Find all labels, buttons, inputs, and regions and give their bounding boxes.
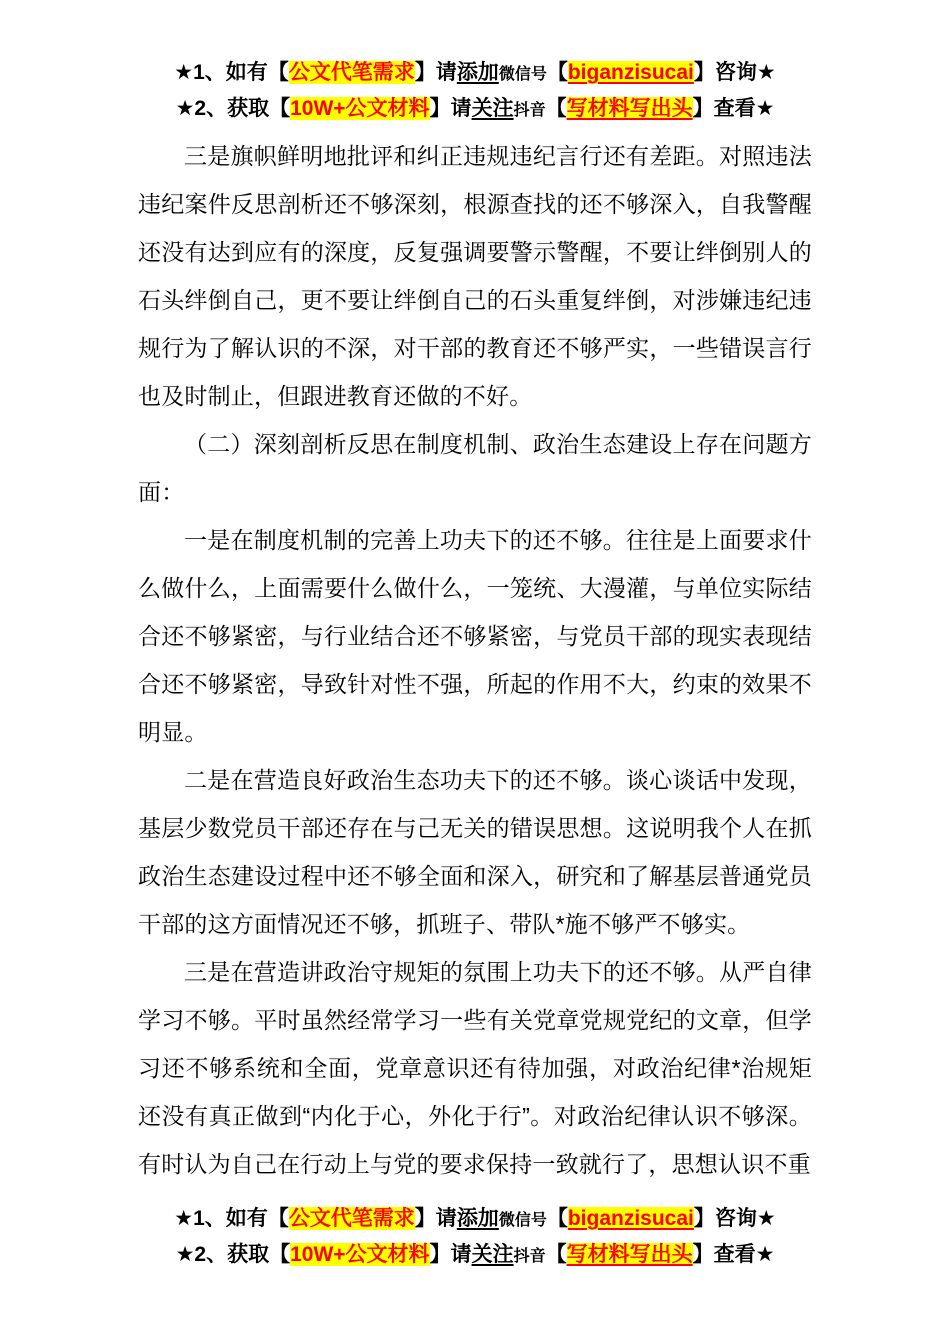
promo-underline-follow: 关注 — [471, 97, 514, 120]
promo-text: 【 — [546, 1207, 568, 1230]
header-promo — [0, 0, 950, 128]
promo-underline-add: 添加 — [456, 1207, 499, 1230]
promo-highlight-materials: 10W+公文材料 — [290, 1243, 430, 1266]
promo-text: 】查看★ — [692, 97, 775, 120]
paragraph-third-point-rules: 三是在营造讲政治守规矩的氛围上功夫下的还不够。从严自律学习不够。平时虽然经常学习一些有关党章党规党纪的文章，但学习还不够系统和全面，党章意识还有待加强，对政治纪律*治规矩还没有真正做到“内化于心，外化于行”。对政治纪律认识不够深。有时认为自己在行动上与党的要求保持一致就行了，思想认识不重 — [138, 959, 812, 1177]
promo-text: 】请 — [429, 97, 472, 120]
paragraph-first-point-system: 一是在制度机制的完善上功夫下的还不够。往往是上面要求什么做什么，上面需要什么做什么，一笼统、大漫灌，与单位实际结合还不够紧密，与行业结合还不够紧密，与党员干部的现实表现结合还不够紧密，导致针对性不强，所起的作用不大，约束的效果不明显。 — [138, 527, 812, 745]
promo-text: 】咨询★ — [693, 61, 776, 84]
promo-text: 】请 — [414, 61, 457, 84]
paragraph-third-point-discipline: 三是旗帜鲜明地批评和纠正违规违纪言行还有差距。对照违法违纪案件反思剖析还不够深刻，根源查找的还不够深入，自我警醒还没有达到应有的深度，反复强调要警示警醒，不要让绊倒别人的石头绊倒自己，更不要让绊倒自己的石头重复绊倒，对涉嫌违纪违规行为了解认识的不深，对干部的教育还不够严实，一些错误言行也及时制止，但跟进教育还做的不好。 — [138, 143, 812, 409]
promo-text: 】查看★ — [692, 1243, 775, 1266]
promo-underline-add: 添加 — [456, 61, 499, 84]
promo-text: ★2、获取【 — [175, 97, 291, 120]
promo-text: 】请 — [414, 1207, 457, 1230]
promo-text: 】请 — [429, 1243, 472, 1266]
promo-text: ★1、如有【 — [174, 61, 289, 84]
header-promo-line-1 — [0, 56, 950, 92]
paragraph-second-point-ecology: 二是在营造良好政治生态功夫下的还不够。谈心谈话中发现，基层少数党员干部还存在与己无关的错误思想。这说明我个人在抓政治生态建设过程中还不够全面和深入，研究和了解基层普通党员干部的这方面情况还不够，抓班子、带队*施不够严不够实。 — [138, 767, 812, 937]
footer-promo-line-2 — [0, 1238, 950, 1274]
header-promo-line-2 — [0, 92, 950, 128]
promo-text: 】咨询★ — [693, 1207, 776, 1230]
promo-text: 【 — [546, 61, 568, 84]
promo-wechat-id: biganzisucai — [567, 1207, 694, 1230]
promo-highlight-service: 公文代笔需求 — [288, 1207, 415, 1230]
promo-text: ★2、获取【 — [175, 1243, 291, 1266]
promo-douyin-label: 抖音 — [513, 1248, 546, 1265]
promo-highlight-materials: 10W+公文材料 — [290, 97, 430, 120]
promo-wechat-label: 微信号 — [498, 1212, 547, 1229]
promo-douyin-label: 抖音 — [513, 102, 546, 119]
paragraph-section-two-heading: （二）深刻剖析反思在制度机制、政治生态建设上存在问题方面： — [138, 431, 812, 505]
promo-wechat-label: 微信号 — [498, 66, 547, 83]
promo-douyin-id: 写材料写出头 — [566, 1243, 693, 1266]
footer-promo — [0, 1202, 950, 1274]
promo-underline-follow: 关注 — [471, 1243, 514, 1266]
promo-text: 【 — [545, 97, 567, 120]
promo-text: ★1、如有【 — [174, 1207, 289, 1230]
document-body — [138, 132, 812, 1188]
promo-wechat-id: biganzisucai — [567, 61, 694, 84]
promo-douyin-id: 写材料写出头 — [566, 97, 693, 120]
promo-highlight-service: 公文代笔需求 — [288, 61, 415, 84]
footer-promo-line-1 — [0, 1202, 950, 1238]
promo-text: 【 — [545, 1243, 567, 1266]
